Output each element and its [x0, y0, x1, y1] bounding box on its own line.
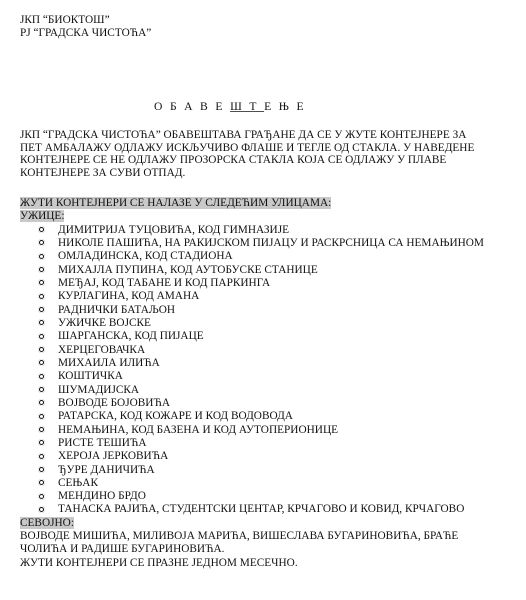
bullet-icon — [38, 359, 45, 366]
sevojno-label: СЕВОЈНО: — [20, 516, 74, 529]
street-name: МЕЂАЈ, КОД ТАБАНЕ И КОД ПАРКИНГА — [58, 276, 271, 289]
street-list-item — [38, 224, 526, 237]
street-list-item — [38, 384, 526, 397]
street-list-item — [38, 290, 526, 303]
street-list-item — [38, 357, 526, 370]
bullet-icon — [38, 493, 45, 500]
bullet-icon — [38, 346, 45, 353]
street-name: ЂУРЕ ДАНИЧИЋА — [58, 463, 155, 476]
bullet-icon — [38, 293, 45, 300]
notice-body — [20, 129, 520, 180]
sevojno-line: ВОЈВОДЕ МИШИЋА, МИЛИВОЈА МАРИЋА, ВИШЕСЛАВА БУГАРИНОВИЋА, БРАЋЕ — [20, 530, 459, 543]
street-list-item — [38, 437, 526, 450]
bullet-icon — [38, 306, 45, 313]
bullet-icon — [38, 333, 45, 340]
bullet-icon — [38, 399, 45, 406]
street-name: РАДНИЧКИ БАТАЉОН — [58, 303, 176, 316]
street-name: НЕМАЊИНА, КОД БАЗЕНА И КОД АУТОПЕРИОНИЦЕ — [58, 423, 338, 436]
street-name: МЕНДИНО БРДО — [58, 490, 146, 503]
street-list-item — [38, 277, 526, 290]
street-name: СЕЊАК — [58, 476, 98, 489]
bullet-icon — [38, 373, 45, 380]
street-name: ТАНАСКА РАЈИЋА, СТУДЕНТСКИ ЦЕНТАР, КРЧАГОВО И КОВИД, КРЧАГОВО — [58, 503, 465, 516]
street-name: КУРЛАГИНА, КОД АМАНА — [58, 290, 200, 303]
street-name: ШАРГАНСКА, КОД ПИЈАЦЕ — [58, 330, 204, 343]
bullet-icon — [38, 453, 45, 460]
bullet-icon — [38, 426, 45, 433]
street-name: ХЕРЦЕГОВАЧКА — [58, 343, 146, 356]
locations-heading: ЖУТИ КОНТЕЈНЕРИ СЕ НАЛАЗЕ У СЛЕДЕЋИМ УЛИЦАМА: — [20, 197, 332, 209]
bullet-icon — [38, 239, 45, 246]
street-list-item — [38, 237, 526, 250]
street-name: МИХАИЛА ИЛИЋА — [58, 356, 160, 369]
bullet-icon — [38, 506, 45, 513]
bullet-icon — [38, 466, 45, 473]
street-list-item — [38, 410, 526, 423]
footer-note: ЖУТИ КОНТЕЈНЕРИ СЕ ПРАЗНЕ ЈЕДНОМ МЕСЕЧНО. — [20, 556, 298, 569]
street-list-item — [38, 304, 526, 317]
bullet-icon — [38, 479, 45, 486]
street-list-item — [38, 250, 526, 263]
street-list-item — [38, 464, 526, 477]
street-list-item — [38, 264, 526, 277]
bullet-icon — [38, 413, 45, 420]
title-part-2-underlined: ШТ — [230, 100, 265, 113]
street-name: ОМЛАДИНСКА, КОД СТАДИОНА — [58, 250, 233, 263]
bullet-icon — [38, 439, 45, 446]
container-locations — [20, 197, 526, 570]
street-name: РАТАРСКА, КОД КОЖАРЕ И КОД ВОДОВОДА — [58, 410, 293, 423]
street-list-item — [38, 370, 526, 383]
street-name: МИХАЈЛА ПУПИНА, КОД АУТОБУСКЕ СТАНИЦЕ — [58, 263, 318, 276]
bullet-icon — [38, 266, 45, 273]
street-name: ВОЈВОДЕ БОЈОВИЋА — [58, 396, 170, 409]
notice-title — [154, 100, 311, 113]
street-name: КОШТИЧКА — [58, 370, 123, 383]
notice-line: ПЕТ АМБАЛАЖУ ОДЛАЖУ ИСКЉУЧИВО ФЛАШЕ И ТЕГЛЕ ОД СТАКЛА. У НАВЕДЕНЕ — [20, 141, 475, 154]
title-part-3: ЕЊЕ — [264, 100, 312, 113]
bullet-icon — [38, 226, 45, 233]
document-header — [20, 14, 520, 39]
street-name: ШУМАДИЈСКА — [58, 383, 140, 396]
street-name: ДИМИТРИЈА ТУЦОВИЋА, КОД ГИМНАЗИЈЕ — [58, 223, 289, 236]
street-list-item — [38, 424, 526, 437]
street-list-item — [38, 490, 526, 503]
street-list-item — [38, 317, 526, 330]
bullet-icon — [38, 319, 45, 326]
uzice-street-list — [20, 224, 526, 517]
bullet-icon — [38, 253, 45, 260]
sevojno-line: ЧОЛИЋА И РАДИШЕ БУГАРИНОВИЋА. — [20, 543, 225, 556]
notice-line: КОНТЕЈНЕРЕ СЕ НЕ ОДЛАЖУ ПРОЗОРСКА СТАКЛА КОЈА СЕ ОДЛАЖУ У ПЛАВЕ — [20, 154, 447, 167]
street-name: УЖИЧКЕ ВОЈСКЕ — [58, 316, 151, 329]
street-list-item — [38, 477, 526, 490]
org-unit: РЈ “ГРАДСКА ЧИСТОЋА” — [20, 26, 152, 39]
street-name: НИКОЛЕ ПАШИЋА, НА РАКИЈСКОМ ПИЈАЦУ И РАСКРСНИЦА СА НЕМАЊИНОМ — [58, 236, 484, 249]
bullet-icon — [38, 279, 45, 286]
uzice-label: УЖИЦЕ: — [20, 210, 65, 223]
notice-line: ЈКП “ГРАДСКА ЧИСТОЋА” ОБАВЕШТАВА ГРАЂАНЕ ДА СЕ У ЖУТЕ КОНТЕЈНЕРЕ ЗА — [20, 129, 467, 141]
bullet-icon — [38, 386, 45, 393]
street-list-item — [38, 344, 526, 357]
title-part-1: ОБАВЕ — [154, 100, 231, 113]
notice-line: КОНТЕЈНЕРЕ ЗА СУВИ ОТПАД. — [20, 167, 186, 180]
org-name: ЈКП “БИОКТОШ” — [20, 14, 110, 26]
street-list-item — [38, 450, 526, 463]
street-name: ХЕРОЈА ЈЕРКОВИЋА — [58, 450, 169, 463]
street-list-item — [38, 503, 526, 516]
street-name: РИСТЕ ТЕШИЋА — [58, 436, 147, 449]
street-list-item — [38, 397, 526, 410]
street-list-item — [38, 330, 526, 343]
